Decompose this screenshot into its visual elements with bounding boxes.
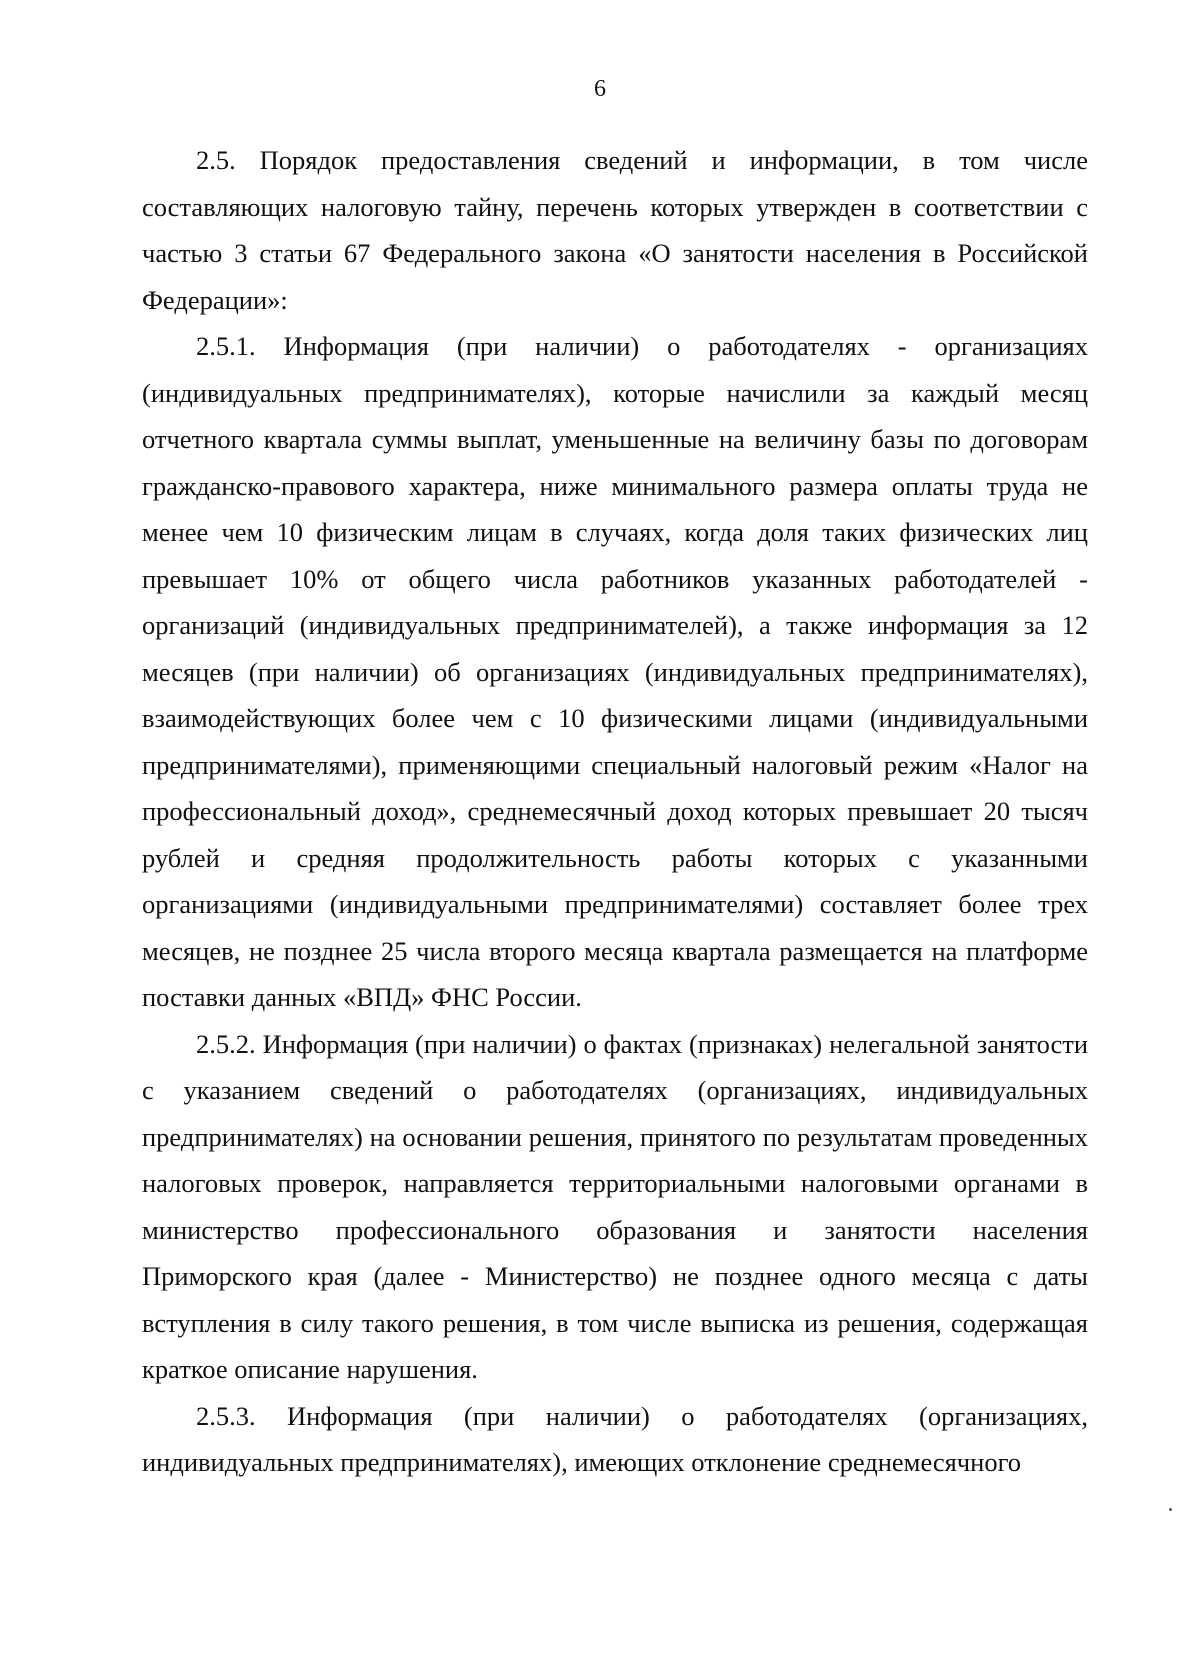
paragraph-2-5-2: 2.5.2. Информация (при наличии) о фактах (признаках) нелегальной занятости с указанием сведений о работодателях (организациях, индивидуальных предпринимателях) на основании решения, принятого по результатам проведенных налоговых проверок, направляется территориальными налоговыми органами в министерство профессионального образования и занятости населения Приморского края (далее - Министерство) не позднее одного месяца с даты вступления в силу такого решения, в том числе выписка из решения, содержащая краткое описание нарушения. — [142, 1028, 1088, 1384]
paragraph-2-5: 2.5. Порядок предоставления сведений и информации, в том числе составляющих налоговую тайну, перечень которых утвержден в соответствии с частью 3 статьи 67 Федерального закона «О занятости населения в Российской Федерации»: — [142, 145, 1088, 315]
page-number: 6 — [594, 76, 606, 102]
paragraph-2-5-1: 2.5.1. Информация (при наличии) о работодателях - организациях (индивидуальных предпринимателях), которые начислили за каждый месяц отчетного квартала суммы выплат, уменьшенные на величину базы по договорам гражданско-правового характера, ниже минимального размера оплаты труда не менее чем 10 физическим лицам в случаях, когда доля таких физических лиц превышает 10% от общего числа работников указанных работодателей - организаций (индивидуальных предпринимателей), а также информация за 12 месяцев (при наличии) об организациях (индивидуальных предпринимателях), взаимодействующих более чем с 10 физическими лицами (индивидуальными предпринимателями), применяющими специальный налоговый режим «Налог на профессиональный доход», среднемесячный доход которых превышает 20 тысяч рублей и средняя продолжительность работы которых с указанными организациями (индивидуальными предпринимателями) составляет более трех месяцев, не позднее 25 числа второго месяца квартала размещается на платформе поставки данных «ВПД» ФНС России. — [142, 331, 1088, 1012]
document-body — [142, 137, 1088, 1486]
scan-artifact-dot — [1169, 1508, 1172, 1511]
paragraph-2-5-3: 2.5.3. Информация (при наличии) о работодателях (организациях, индивидуальных предпринимателях), имеющих отклонение среднемесячного — [142, 1400, 1088, 1477]
